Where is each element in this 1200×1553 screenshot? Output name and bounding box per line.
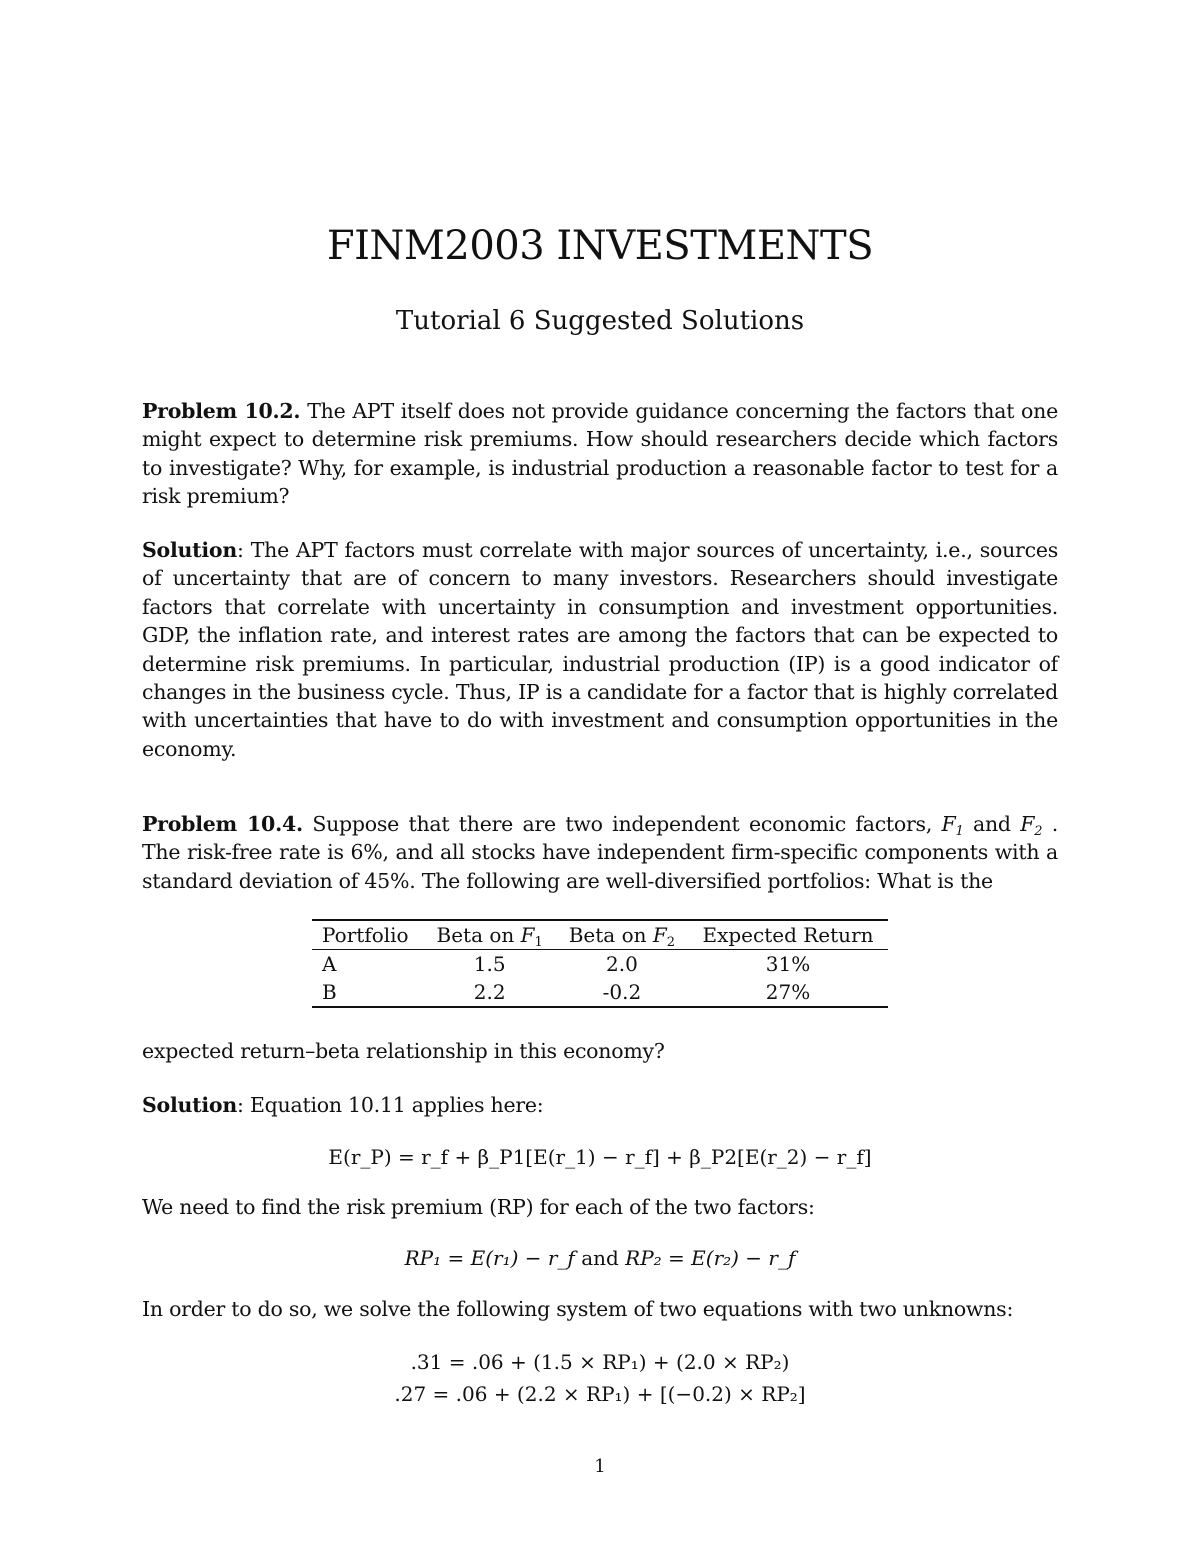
solution-10-2-heading: Solution [142, 538, 238, 562]
equation-rp1: RP₁ = E(r₁) − r_f [404, 1246, 575, 1270]
page-number: 1 [594, 1456, 606, 1477]
factor-f1: $F_1$ [941, 812, 964, 839]
problem-10-4-text-b: . The risk-free rate is 6%, and all stocks have independent firm-specific components with a standard deviation of 45%. The following are well-diversified portfolios: What is the [142, 812, 1058, 893]
table-header-row [312, 920, 888, 950]
table-row [312, 950, 888, 979]
equation-rp-and: and [581, 1246, 619, 1270]
equation-system-1: .31 = .06 + (1.5 × RP₁) + (2.0 × RP₂) [410, 1350, 790, 1374]
solution-10-4-heading: Solution [142, 1093, 238, 1117]
solution-10-4-text2: We need to find the risk premium (RP) for each of the two factors: [142, 1195, 815, 1219]
problem-10-4-text-c: expected return–beta relationship in this economy? [142, 1039, 665, 1063]
problem-10-4-text-a: Suppose that there are two independent economic factors, [312, 812, 933, 836]
solution-10-2 [142, 536, 1058, 763]
problem-10-2-text: The APT itself does not provide guidance concerning the factors that one might expect to determine risk premiums. How should researchers decide which factors to investigate? Why, for example, is industrial production a reasonable factor to test for a risk premium? [142, 399, 1058, 509]
document-subtitle: Tutorial 6 Suggested Solutions [395, 306, 805, 336]
document-title: FINM2003 INVESTMENTS [326, 223, 874, 269]
problem-10-2-heading: Problem 10.2. [142, 399, 301, 423]
solution-10-4-text: : Equation 10.11 applies here: [237, 1093, 544, 1117]
cell-beta-f1: 2.2 [473, 980, 506, 1004]
solution-10-4-text3: In order to do so, we solve the following system of two equations with two unknowns: [142, 1297, 1014, 1321]
header-portfolio: Portfolio [322, 923, 409, 947]
cell-beta-f1: 1.5 [473, 952, 506, 976]
solution-10-2-text: : The APT factors must correlate with major sources of uncertainty, i.e., sources of uncertainty that are of concern to many investors. Researchers should investigate factors that correlate with uncertainty in consumption and investment opportunities. GDP, the inflation rate, and interest rates are among the factors that can be expected to determine risk premiums. In particular, industrial production (IP) is a good indicator of changes in the business cycle. Thus, IP is a candidate for a factor that is highly correlated with uncertainties that have to do with investment and consumption opportunities in the economy. [142, 538, 1058, 761]
solution-10-4 [142, 1091, 1058, 1119]
problem-10-4 [142, 810, 1058, 895]
equation-system-2: .27 = .06 + (2.2 × RP₁) + [(−0.2) × RP₂] [394, 1382, 806, 1406]
cell-beta-f2: -0.2 [602, 980, 642, 1004]
header-beta-f2: Beta on $F_2$ [568, 923, 676, 950]
problem-10-4-heading: Problem 10.4. [142, 812, 303, 836]
header-beta-f1: Beta on $F_1$ [436, 923, 543, 950]
portfolio-table [312, 919, 888, 1008]
cell-portfolio: B [322, 980, 337, 1004]
cell-expected-return: 27% [765, 980, 811, 1004]
problem-10-4-and: and [972, 812, 1011, 836]
factor-f2: $F_2$ [1020, 812, 1043, 839]
cell-expected-return: 31% [765, 952, 811, 976]
cell-portfolio: A [322, 952, 337, 976]
cell-beta-f2: 2.0 [605, 952, 638, 976]
header-expected-return: Expected Return [702, 923, 874, 947]
equation-apt: E(r_P) = r_f + β_P1[E(r_1) − r_f] + β_P2[E(r_2) − r_f] [328, 1145, 872, 1169]
equation-rp2: RP₂ = E(r₂) − r_f [625, 1246, 796, 1270]
table-row [312, 978, 888, 1007]
problem-10-2 [142, 397, 1058, 511]
equation-risk-premiums [0, 1244, 1200, 1272]
